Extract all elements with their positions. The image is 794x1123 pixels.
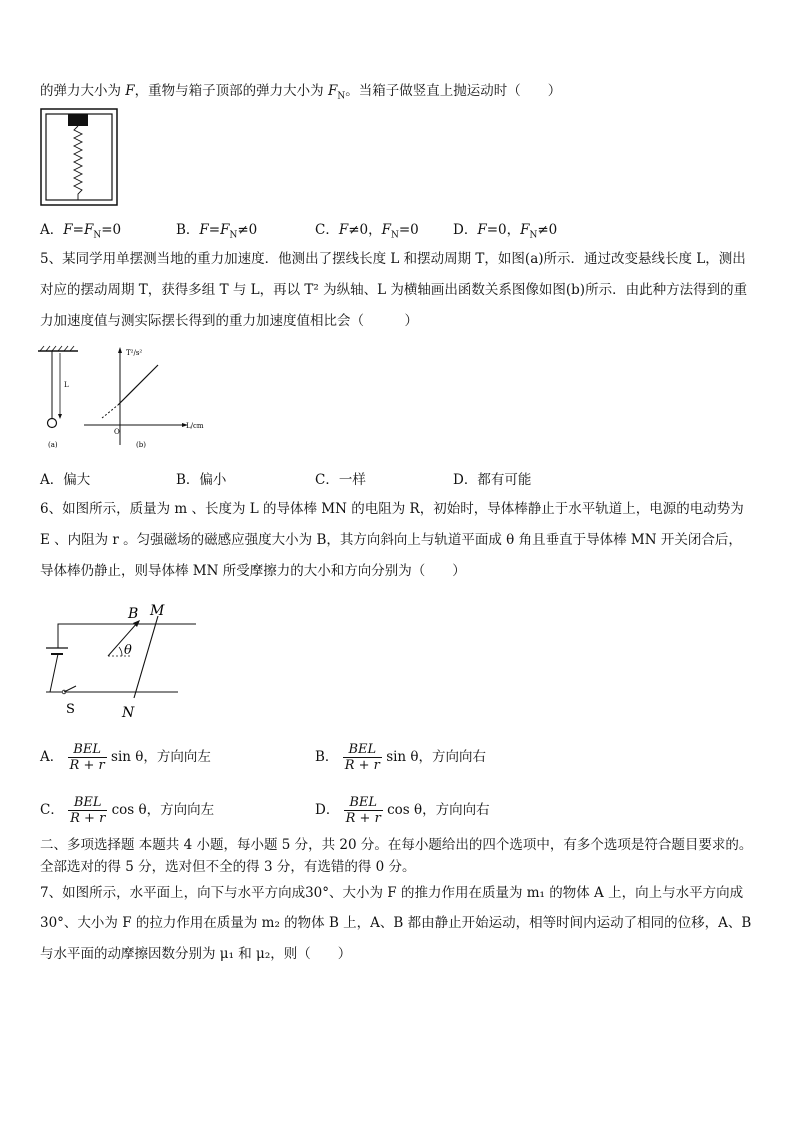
- q6-option-b-numerator: BEL: [343, 742, 382, 758]
- q6-circuit-figure: [36, 596, 206, 724]
- q6-option-a-tail: sin θ，方向向左: [111, 749, 211, 765]
- q4-option-b[interactable]: B．$F=F_N\ne 0$: [176, 222, 258, 241]
- q7-stem-line1: 7、如图所示，水平面上，向下与水平方向成30°、大小为 F 的推力作用在质量为 m₁ 的物体 A 上，向上与水平方向成: [40, 885, 744, 901]
- q5-fig-y-label: T²/s²: [126, 349, 143, 357]
- q4-option-c[interactable]: C．F≠0，$F_N=0$: [315, 222, 419, 241]
- q5-option-c[interactable]: C．一样: [315, 472, 366, 488]
- q5-option-a[interactable]: A．偏大: [40, 472, 91, 488]
- q7-stem-line2: 30°、大小为 F 的拉力作用在质量为 m₂ 的物体 B 上，A、B 都由静止开始运动，相等时间内运动了相同的位移，A、B: [40, 915, 752, 931]
- q6-fig-S-label: S: [66, 702, 75, 717]
- q6-option-c-tail: cos θ，方向向左: [111, 802, 215, 818]
- q5-stem-line2: 对应的摆动周期 T，获得多组 T 与 L，再以 T² 为纵轴、L 为横轴画出函数关系图像如图(b)所示．由此种方法得到的重: [40, 282, 748, 298]
- q6-option-b-tail: sin θ，方向向右: [386, 749, 487, 765]
- q4-var-FN: F: [327, 83, 338, 99]
- q5-fig-origin: O: [114, 428, 120, 436]
- q4-stem-line: [40, 82, 561, 106]
- q6-stem-line2: E 、内阻为 r 。匀强磁场的磁感应强度大小为 B，其方向斜向上与轨道平面成 θ 角且垂直于导体棒 MN 开关闭合后，: [40, 532, 742, 548]
- q5-fig-L-label: L: [64, 381, 69, 389]
- q6-option-d-tail: cos θ，方向向右: [387, 802, 490, 818]
- q6-fig-theta-label: θ: [124, 643, 132, 658]
- q6-option-c-numerator: BEL: [68, 795, 107, 811]
- q6-fig-N-label: N: [122, 705, 135, 721]
- q6-option-d-fraction: [344, 795, 383, 826]
- q5-option-b[interactable]: B．偏小: [176, 472, 227, 488]
- q5-fig-b-label: (b): [136, 441, 146, 449]
- q5-fig-x-label: L/cm: [186, 422, 204, 430]
- q6-option-a-numerator: BEL: [68, 742, 107, 758]
- q5-stem-line3: 力加速度值与测实际摆长得到的重力加速度值相比会（ ）: [40, 313, 418, 329]
- q6-option-a-label: A．: [40, 749, 64, 765]
- q6-option-c-label: C．: [40, 802, 64, 818]
- q6-option-a-fraction: [68, 742, 107, 773]
- q6-option-b-denominator: R + r: [344, 758, 380, 773]
- q6-option-c-fraction: [68, 795, 107, 826]
- q4-option-a[interactable]: A．$F=F_N=0$: [40, 222, 122, 241]
- q6-stem-line3: 导体棒仍静止，则导体棒 MN 所受摩擦力的大小和方向分别为（ ）: [40, 563, 466, 579]
- q4-var-F: F: [125, 83, 135, 99]
- q4-box-spring-figure: [40, 108, 120, 208]
- q6-option-d-numerator: BEL: [344, 795, 383, 811]
- q6-option-a-denominator: R + r: [69, 758, 105, 773]
- q6-stem-line1: 6、如图所示，质量为 m 、长度为 L 的导体棒 MN 的电阻为 R，初始时，导体棒静止于水平轨道上，电源的电动势为: [40, 501, 744, 517]
- q7-stem-line3: 与水平面的动摩擦因数分别为 μ₁ 和 μ₂，则（ ）: [40, 946, 352, 962]
- q5-stem-line1: 5、某同学用单摆测当地的重力加速度．他测出了摆线长度 L 和摆动周期 T，如图(a)所示．通过改变悬线长度 L，测出: [40, 251, 746, 267]
- q6-option-a[interactable]: [40, 742, 211, 773]
- q6-fig-B-label: B: [128, 606, 139, 622]
- q4-option-d[interactable]: D．F=0，$F_N\ne 0$: [453, 222, 558, 241]
- section2-instructions-line1: 二、多项选择题 本题共 4 小题，每小题 5 分，共 20 分。在每小题给出的四个选项中，有多个选项是符合题目要求的。: [40, 837, 753, 853]
- q4-text-b: ，重物与箱子顶部的弹力大小为: [134, 83, 328, 99]
- q6-option-c-denominator: R + r: [70, 811, 106, 826]
- q6-fig-M-label: M: [150, 603, 165, 619]
- q5-option-d[interactable]: D．都有可能: [453, 472, 532, 488]
- q5-fig-a-label: (a): [48, 441, 58, 449]
- q6-option-b-fraction: [343, 742, 382, 773]
- q6-option-b-label: B．: [315, 749, 339, 765]
- q4-text-c: 。当箱子做竖直上抛运动时（ ）: [345, 83, 562, 99]
- q6-option-b[interactable]: [315, 742, 486, 773]
- q4-var-FN-sub: N: [337, 91, 346, 102]
- section2-instructions-line2: 全部选对的得 5 分，选对但不全的得 3 分，有选错的得 0 分。: [40, 859, 416, 875]
- q6-option-d-label: D．: [315, 802, 340, 818]
- q6-option-c[interactable]: [40, 795, 214, 826]
- q4-text-a: 的弹力大小为: [40, 83, 126, 99]
- q6-option-d-denominator: R + r: [345, 811, 381, 826]
- q5-figure: [36, 345, 216, 453]
- q6-option-d[interactable]: [315, 795, 490, 826]
